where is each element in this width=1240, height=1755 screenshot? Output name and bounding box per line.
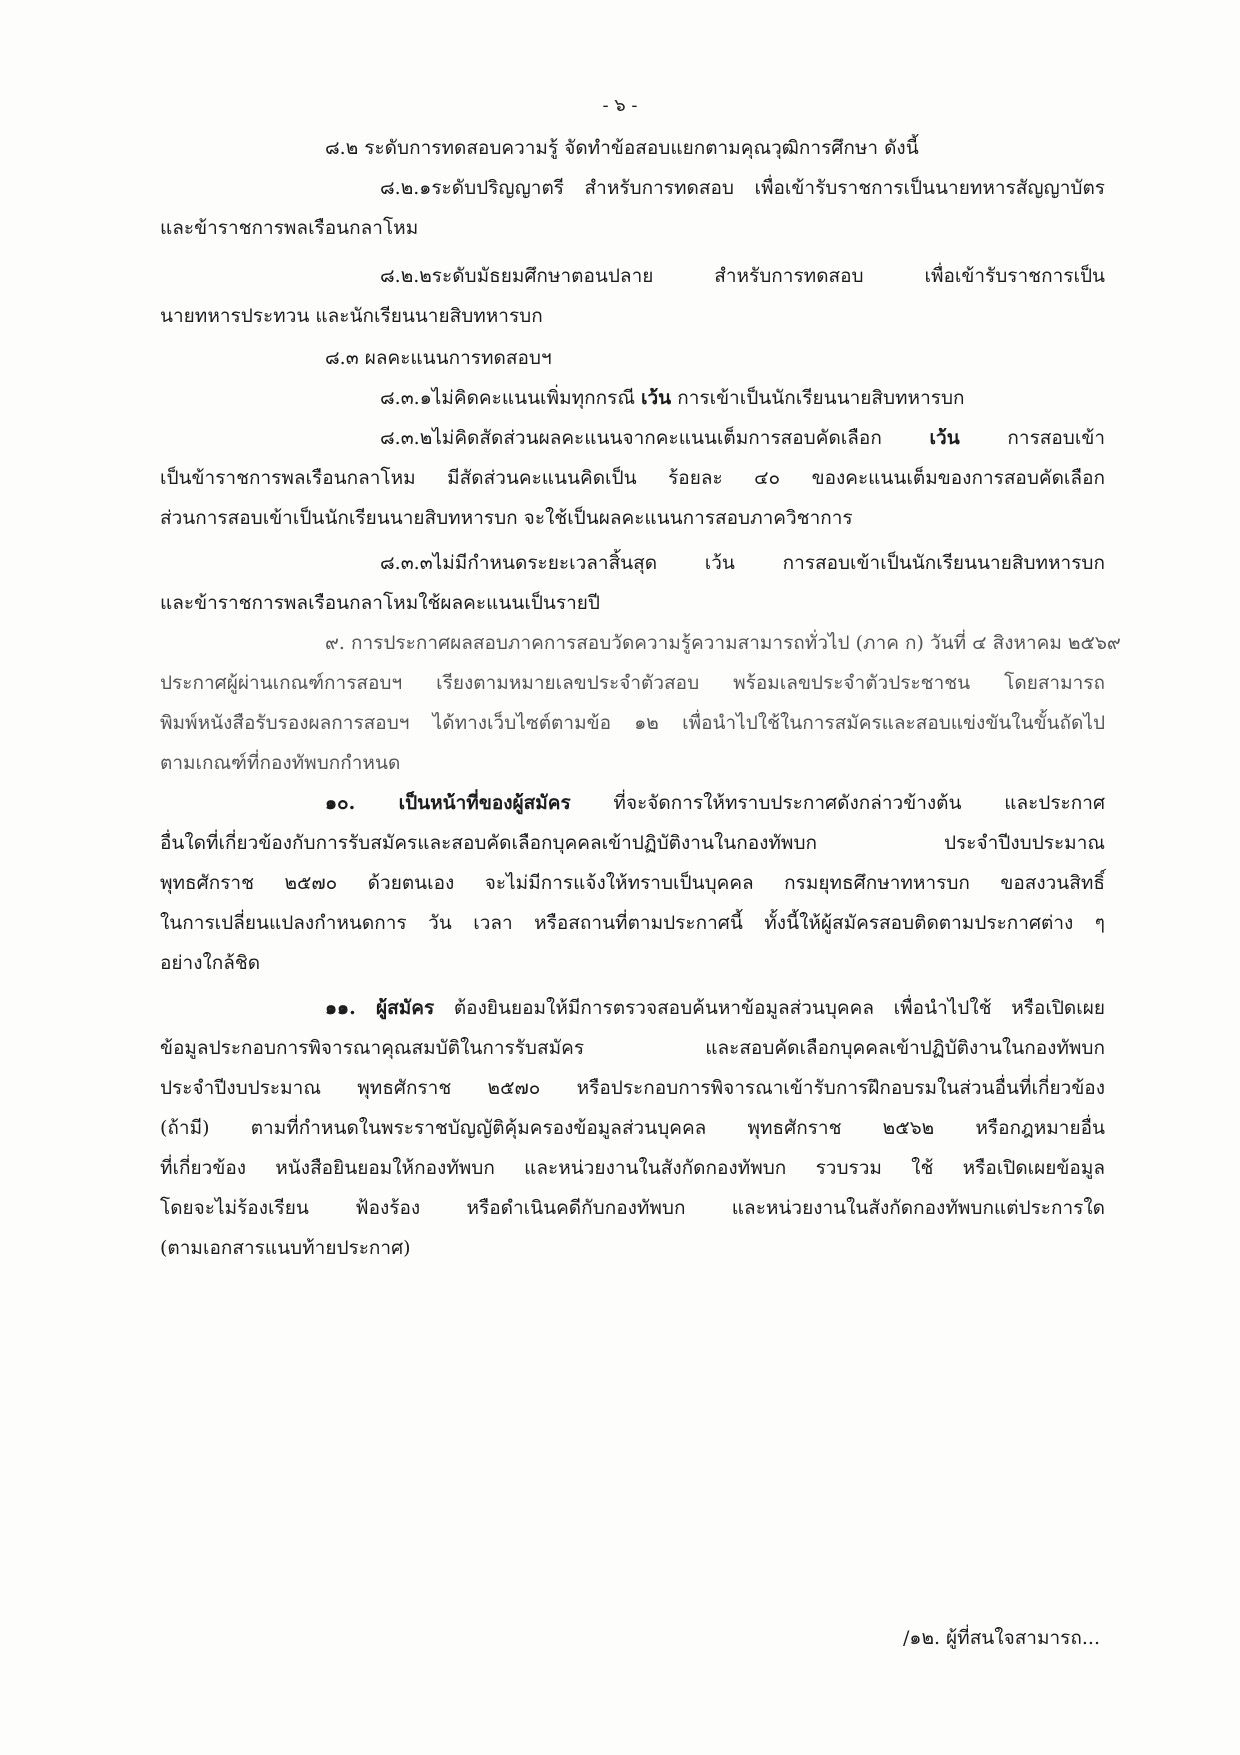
except-keyword: เว้น [929, 427, 960, 449]
section-8-3-heading: ๘.๓ ผลคะแนนการทดสอบฯ [325, 347, 552, 369]
section-10-line-2: อื่นใดที่เกี่ยวข้องกับการรับสมัครและสอบคัดเลือกบุคคลเข้าปฏิบัติงานในกองทัพบก ประจำปีงบประมาณ [160, 832, 1105, 854]
section-10-title: ๑๐. เป็นหน้าที่ของผู้สมัคร [325, 792, 571, 814]
except-keyword: เว้น [641, 387, 672, 409]
section-10-line-3: พุทธศักราช ๒๕๗๐ ด้วยตนเอง จะไม่มีการแจ้งให้ทราบเป็นบุคคล กรมยุทธศึกษาทหารบก ขอสงวนสิทธิ์ [160, 872, 1105, 894]
section-11-line-4: (ถ้ามี) ตามที่กำหนดในพระราชบัญญัติคุ้มครองข้อมูลส่วนบุคคล พุทธศักราช ๒๕๖๒ หรือกฎหมายอื่น [160, 1117, 1105, 1139]
section-10-line-1 [325, 785, 1105, 821]
section-11-line-2: ข้อมูลประกอบการพิจารณาคุณสมบัติในการรับสมัคร และสอบคัดเลือกบุคคลเข้าปฏิบัติงานในกองทัพบก [160, 1037, 1105, 1059]
section-9-line-3: พิมพ์หนังสือรับรองผลการสอบฯ ได้ทางเว็บไซต์ตามข้อ ๑๒ เพื่อนำไปใช้ในการสมัครและสอบแข่งขันในขั้นถัดไป [160, 712, 1105, 734]
continuation-footer: /๑๒. ผู้ที่สนใจสามารถ... [902, 1627, 1100, 1649]
section-8-3-1-text: ๘.๓.๑ไม่คิดคะแนนเพิ่มทุกกรณี [380, 387, 641, 409]
page-number: - ๖ - [602, 95, 638, 116]
section-8-3-2-line-2: เป็นข้าราชการพลเรือนกลาโหม มีสัดส่วนคะแนนคิดเป็น ร้อยละ ๔๐ ของคะแนนเต็มของการสอบคัดเลือก [160, 467, 1105, 489]
section-9-line-1: ๙. การประกาศผลสอบภาคการสอบวัดความรู้ความสามารถทั่วไป (ภาค ก) วันที่ ๔ สิงหาคม ๒๕๖๙ [325, 632, 1121, 654]
section-8-3-2-text-end: การสอบเข้า [959, 427, 1106, 449]
section-8-2-2-line-1: ๘.๒.๒ระดับมัธยมศึกษาตอนปลาย สำหรับการทดสอบ เพื่อเข้ารับราชการเป็น [380, 265, 1105, 287]
section-10-text: ที่จะจัดการให้ทราบประกาศดังกล่าวข้างต้น และประกาศ [570, 792, 1106, 814]
section-8-2-heading: ๘.๒ ระดับการทดสอบความรู้ จัดทำข้อสอบแยกตามคุณวุฒิการศึกษา ดังนี้ [325, 137, 919, 159]
section-10-line-4: ในการเปลี่ยนแปลงกำหนดการ วัน เวลา หรือสถานที่ตามประกาศนี้ ทั้งนี้ให้ผู้สมัครสอบติดตามประกาศต่าง ๆ [160, 912, 1105, 934]
section-9-line-4: ตามเกณฑ์ที่กองทัพบกกำหนด [160, 752, 401, 774]
section-8-2-2-line-2: นายทหารประทวน และนักเรียนนายสิบทหารบก [160, 305, 543, 327]
section-8-3-2-line-3: ส่วนการสอบเข้าเป็นนักเรียนนายสิบทหารบก จะใช้เป็นผลคะแนนการสอบภาควิชาการ [160, 507, 853, 529]
section-8-3-2-line-1 [380, 420, 1105, 456]
section-11-text: ต้องยินยอมให้มีการตรวจสอบค้นหาข้อมูลส่วนบุคคล เพื่อนำไปใช้ หรือเปิดเผย [434, 997, 1105, 1019]
section-8-3-3-line-1: ๘.๓.๓ไม่มีกำหนดระยะเวลาสิ้นสุด เว้น การสอบเข้าเป็นนักเรียนนายสิบทหารบก [380, 552, 1105, 574]
section-8-2-1-line-1: ๘.๒.๑ระดับปริญญาตรี สำหรับการทดสอบ เพื่อเข้ารับราชการเป็นนายทหารสัญญาบัตร [380, 177, 1105, 199]
section-8-3-1-text-end: การเข้าเป็นนักเรียนนายสิบทหารบก [671, 387, 965, 409]
section-11-line-7: (ตามเอกสารแนบท้ายประกาศ) [160, 1237, 411, 1259]
section-8-3-2-text: ๘.๓.๒ไม่คิดสัดส่วนผลคะแนนจากคะแนนเต็มการสอบคัดเลือก [380, 427, 930, 449]
section-11-title: ๑๑. ผู้สมัคร [325, 997, 435, 1019]
section-11-line-1 [325, 990, 1105, 1026]
section-8-3-1 [380, 380, 965, 416]
section-11-line-3: ประจำปีงบประมาณ พุทธศักราช ๒๕๗๐ หรือประกอบการพิจารณาเข้ารับการฝึกอบรมในส่วนอื่นที่เกี่ยวข้อง [160, 1077, 1105, 1099]
section-11-line-6: โดยจะไม่ร้องเรียน ฟ้องร้อง หรือดำเนินคดีกับกองทัพบก และหน่วยงานในสังกัดกองทัพบกแต่ประการใด [160, 1197, 1105, 1219]
section-8-2-1-line-2: และข้าราชการพลเรือนกลาโหม [160, 217, 419, 239]
section-9-line-2: ประกาศผู้ผ่านเกณฑ์การสอบฯ เรียงตามหมายเลขประจำตัวสอบ พร้อมเลขประจำตัวประชาชน โดยสามารถ [160, 672, 1105, 694]
section-8-3-3-line-2: และข้าราชการพลเรือนกลาโหมใช้ผลคะแนนเป็นรายปี [160, 592, 600, 614]
section-10-line-5: อย่างใกล้ชิด [160, 952, 261, 974]
section-11-line-5: ที่เกี่ยวข้อง หนังสือยินยอมให้กองทัพบก และหน่วยงานในสังกัดกองทัพบก รวบรวม ใช้ หรือเปิดเผยข้อมูล [160, 1157, 1105, 1179]
